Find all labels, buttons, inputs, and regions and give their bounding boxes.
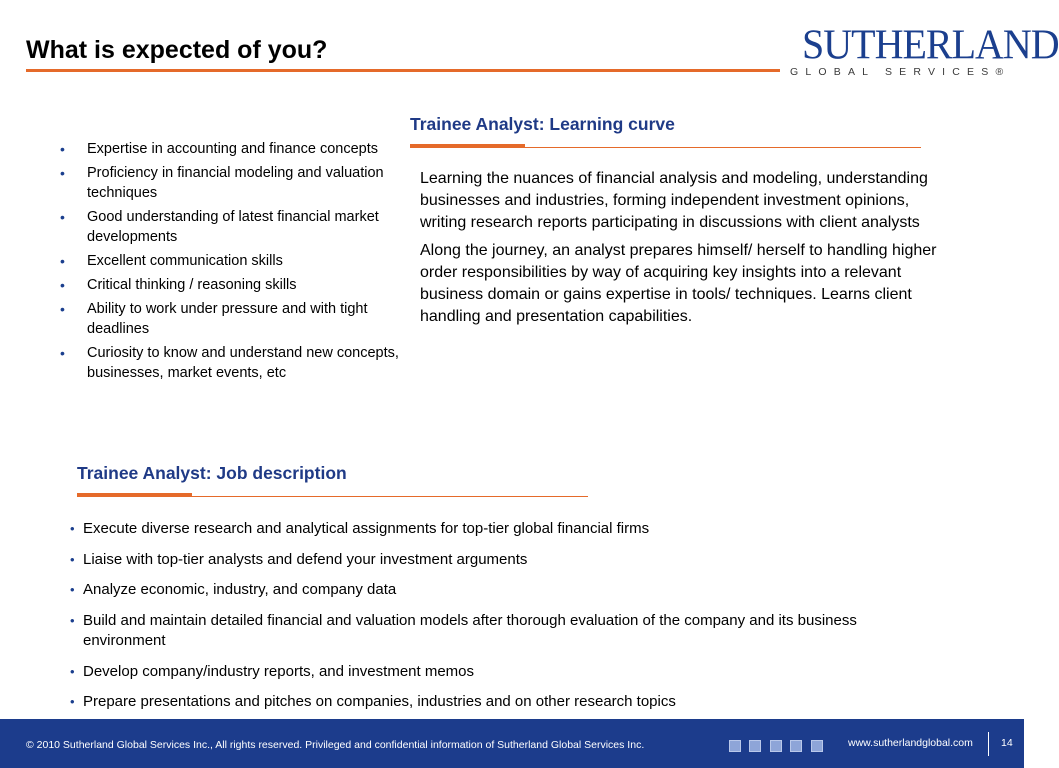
list-item bbox=[70, 611, 930, 652]
learning-curve-paragraph: Learning the nuances of financial analysis and modeling, understanding businesses and industries, forming independent investment opinions, writing research reports participating in discussions with client analysts bbox=[420, 170, 928, 231]
footer-bar bbox=[0, 719, 1024, 768]
job-description-heading: Trainee Analyst: Job description bbox=[77, 463, 347, 483]
logo-tagline: GLOBAL SERVICES® bbox=[790, 66, 1011, 78]
learning-curve-rule-accent bbox=[410, 144, 525, 148]
bullet-icon: • bbox=[60, 345, 65, 361]
list-item-text: Build and maintain detailed financial and valuation models after thorough evaluation of the company and its business environment bbox=[83, 611, 857, 649]
list-item-text: Liaise with top-tier analysts and defend your investment arguments bbox=[83, 550, 528, 568]
square-icon bbox=[790, 740, 802, 752]
bullet-icon: • bbox=[60, 277, 65, 293]
list-item bbox=[60, 299, 405, 339]
job-description-list bbox=[70, 519, 930, 723]
bullet-icon: • bbox=[60, 165, 65, 181]
bullet-icon: • bbox=[60, 209, 65, 225]
list-item-text: Analyze economic, industry, and company data bbox=[83, 581, 397, 598]
list-item bbox=[70, 692, 930, 713]
bullet-icon: • bbox=[60, 301, 65, 317]
bullet-icon: • bbox=[70, 694, 75, 709]
list-item bbox=[70, 519, 930, 540]
list-item-text: Excellent communication skills bbox=[87, 253, 283, 269]
list-item-text: Develop company/industry reports, and investment memos bbox=[83, 662, 475, 680]
list-item bbox=[70, 580, 930, 601]
bullet-icon: • bbox=[70, 612, 75, 628]
list-item-text: Curiosity to know and understand new concepts, businesses, market events, etc bbox=[87, 345, 399, 381]
list-item-text: Proficiency in financial modeling and valuation techniques bbox=[87, 165, 384, 201]
list-item bbox=[70, 662, 930, 683]
square-icon bbox=[749, 740, 761, 752]
list-item bbox=[70, 550, 930, 571]
slide-title: What is expected of you? bbox=[26, 36, 328, 64]
company-logo bbox=[790, 20, 1059, 82]
page-number: 14 bbox=[1001, 737, 1013, 749]
learning-curve-body bbox=[420, 168, 950, 334]
logo-wordmark: SUTHERLAND bbox=[802, 20, 1059, 69]
list-item bbox=[60, 163, 405, 203]
list-item-text: Expertise in accounting and finance concepts bbox=[87, 141, 378, 157]
list-item bbox=[60, 275, 405, 295]
learning-curve-paragraph: Along the journey, an analyst prepares himself/ herself to handling higher order responsibilities by way of acquiring key insights into a relevant business domain or gains expertise in tools/ techniques. Learns client handling and presentation capabilities. bbox=[420, 242, 937, 325]
bullet-icon: • bbox=[60, 253, 65, 269]
square-icon bbox=[811, 740, 823, 752]
list-item-text: Execute diverse research and analytical assignments for top-tier global financial firms bbox=[83, 520, 650, 537]
list-item bbox=[60, 343, 405, 383]
footer-divider bbox=[988, 732, 989, 756]
bullet-icon: • bbox=[70, 582, 75, 597]
expectations-list bbox=[60, 139, 405, 387]
learning-curve-heading: Trainee Analyst: Learning curve bbox=[410, 114, 675, 134]
list-item bbox=[60, 139, 405, 159]
footer-url-link[interactable]: www.sutherlandglobal.com bbox=[848, 737, 973, 749]
bullet-icon: • bbox=[70, 551, 75, 567]
bullet-icon: • bbox=[70, 663, 75, 679]
bullet-icon: • bbox=[60, 141, 65, 157]
list-item-text: Prepare presentations and pitches on companies, industries and on other research topics bbox=[83, 693, 676, 710]
bullet-icon: • bbox=[70, 521, 75, 536]
list-item-text: Ability to work under pressure and with tight deadlines bbox=[87, 301, 368, 337]
title-underline bbox=[26, 69, 780, 72]
list-item-text: Good understanding of latest financial market developments bbox=[87, 209, 379, 245]
list-item bbox=[60, 251, 405, 271]
square-icon bbox=[729, 740, 741, 752]
list-item bbox=[60, 207, 405, 247]
job-description-rule-accent bbox=[77, 493, 192, 497]
list-item-text: Critical thinking / reasoning skills bbox=[87, 277, 297, 293]
square-icon bbox=[770, 740, 782, 752]
footer-copyright: © 2010 Sutherland Global Services Inc., All rights reserved. Privileged and confidential information of Sutherland Global Services Inc. bbox=[26, 739, 645, 751]
